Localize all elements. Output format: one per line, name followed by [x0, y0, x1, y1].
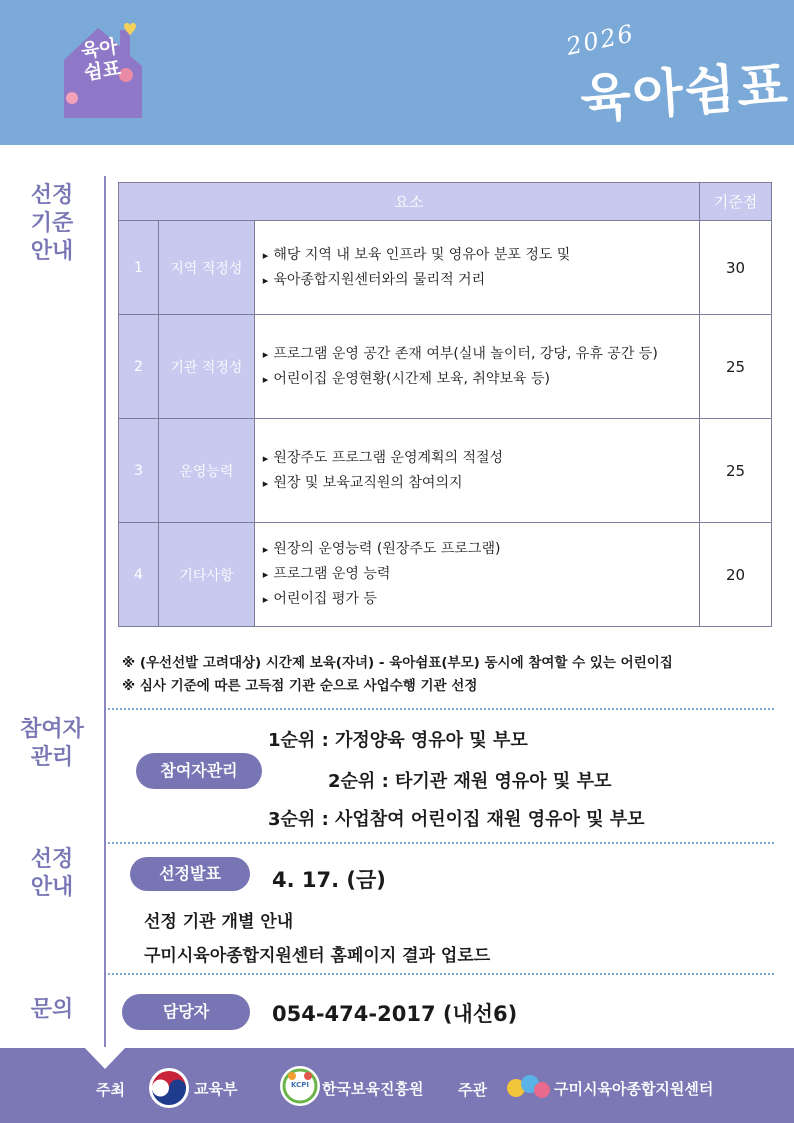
- row-item: ▸ 프로그램 운영 능력: [263, 562, 699, 587]
- row-description: [254, 221, 699, 315]
- section-label-criteria-3: 안내: [30, 239, 74, 264]
- header-banner: [0, 0, 794, 145]
- org-gumi-center: 구미시육아종합지원센터: [554, 1080, 714, 1098]
- kcpi-badge: KCPI: [291, 1081, 309, 1089]
- row-item: ▸ 원장주도 프로그램 운영계획의 적절성: [263, 446, 699, 471]
- row-item: ▸ 어린이집 운영현황(시간제 보육, 취약보육 등): [263, 367, 699, 392]
- selection-pill: 선정발표: [130, 857, 250, 891]
- section-label-selection: [0, 846, 104, 902]
- table-header-element: 요소: [119, 183, 700, 221]
- row-item: ▸ 원장 및 보육교직원의 참여의지: [263, 471, 699, 496]
- logo-line-2: 쉼표: [82, 57, 123, 85]
- row-number: 4: [119, 523, 159, 627]
- table-header-score: 기준점: [700, 183, 772, 221]
- contact-pill: 담당자: [122, 994, 250, 1030]
- row-item: ▸ 육아종합지원센터와의 물리적 거리: [263, 268, 699, 293]
- rank-1: 1순위 : 가정양육 영유아 및 부모: [268, 730, 528, 751]
- row-category: 운영능력: [158, 419, 254, 523]
- ministry-emblem-icon: [148, 1067, 190, 1109]
- rank-3: 3순위 : 사업참여 어린이집 재원 영유아 및 부모: [268, 809, 645, 830]
- section-label-participants: [0, 716, 104, 772]
- row-item: ▸ 원장의 운영능력 (원장주도 프로그램): [263, 537, 699, 562]
- row-item: ▸ 어린이집 평가 등: [263, 587, 699, 612]
- org-ministry: 교육부: [194, 1080, 238, 1098]
- section-label-participants-1: 참여자: [20, 717, 84, 742]
- section-label-criteria-2: 기준: [30, 211, 74, 236]
- section-label-inquiry: 문의: [30, 997, 74, 1022]
- announcement-line: 구미시육아종합지원센터 홈페이지 결과 업로드: [144, 946, 491, 966]
- row-category: 지역 적정성: [158, 221, 254, 315]
- footer-notch: [84, 1047, 126, 1069]
- section-label-selection-1: 선정: [30, 847, 74, 872]
- row-category: 기관 적정성: [158, 315, 254, 419]
- rank-2: 2순위 : 타기관 재원 영유아 및 부모: [328, 771, 612, 792]
- section-label-selection-2: 안내: [30, 875, 74, 900]
- announcement-line: 선정 기관 개별 안내: [144, 912, 294, 932]
- row-item: ▸ 해당 지역 내 보육 인프라 및 영유아 분포 정도 및: [263, 243, 699, 268]
- criteria-notes: [122, 652, 673, 698]
- table-row: [119, 315, 772, 419]
- row-number: 3: [119, 419, 159, 523]
- announcement-details: [144, 905, 490, 973]
- row-score: 25: [700, 315, 772, 419]
- row-description: [254, 419, 699, 523]
- divider: [108, 708, 774, 710]
- row-score: 30: [700, 221, 772, 315]
- divider: [108, 973, 774, 975]
- row-number: 1: [119, 221, 159, 315]
- note-priority: ※ (우선선발 고려대상) 시간제 보육(자녀) - 육아쉼표(부모) 동시에 참여할 수 있는 어린이집: [122, 655, 673, 671]
- row-number: 2: [119, 315, 159, 419]
- row-score: 25: [700, 419, 772, 523]
- table-header-row: [119, 183, 772, 221]
- org-kcpi: 한국보육진흥원: [322, 1080, 424, 1098]
- section-label-criteria: [0, 182, 104, 266]
- brand-title: 육아쉼표: [578, 54, 792, 131]
- row-score: 20: [700, 523, 772, 627]
- organizer-label: 주관: [458, 1081, 487, 1099]
- timeline-line: [104, 176, 106, 1048]
- row-item: ▸ 프로그램 운영 공간 존재 여부(실내 놀이터, 강당, 유휴 공간 등): [263, 342, 699, 367]
- row-category: 기타사항: [158, 523, 254, 627]
- table-row: [119, 523, 772, 627]
- participants-pill: 참여자관리: [136, 753, 262, 789]
- section-label-criteria-1: 선정: [30, 183, 74, 208]
- table-row: [119, 221, 772, 315]
- brand-year: 2026: [563, 19, 638, 61]
- section-label-participants-2: 관리: [30, 745, 74, 770]
- row-description: [254, 315, 699, 419]
- table-row: [119, 419, 772, 523]
- logo-line-1: 육아: [79, 35, 120, 63]
- divider: [108, 842, 774, 844]
- contact-phone: 054-474-2017 (내선6): [272, 1002, 518, 1026]
- row-description: [254, 523, 699, 627]
- announcement-date: 4. 17. (금): [272, 868, 386, 892]
- criteria-table: [118, 182, 772, 627]
- host-label: 주최: [96, 1081, 125, 1099]
- gumi-center-logo-icon: [504, 1070, 552, 1104]
- note-ranking: ※ 심사 기준에 따른 고득점 기관 순으로 사업수행 기관 선정: [122, 678, 478, 694]
